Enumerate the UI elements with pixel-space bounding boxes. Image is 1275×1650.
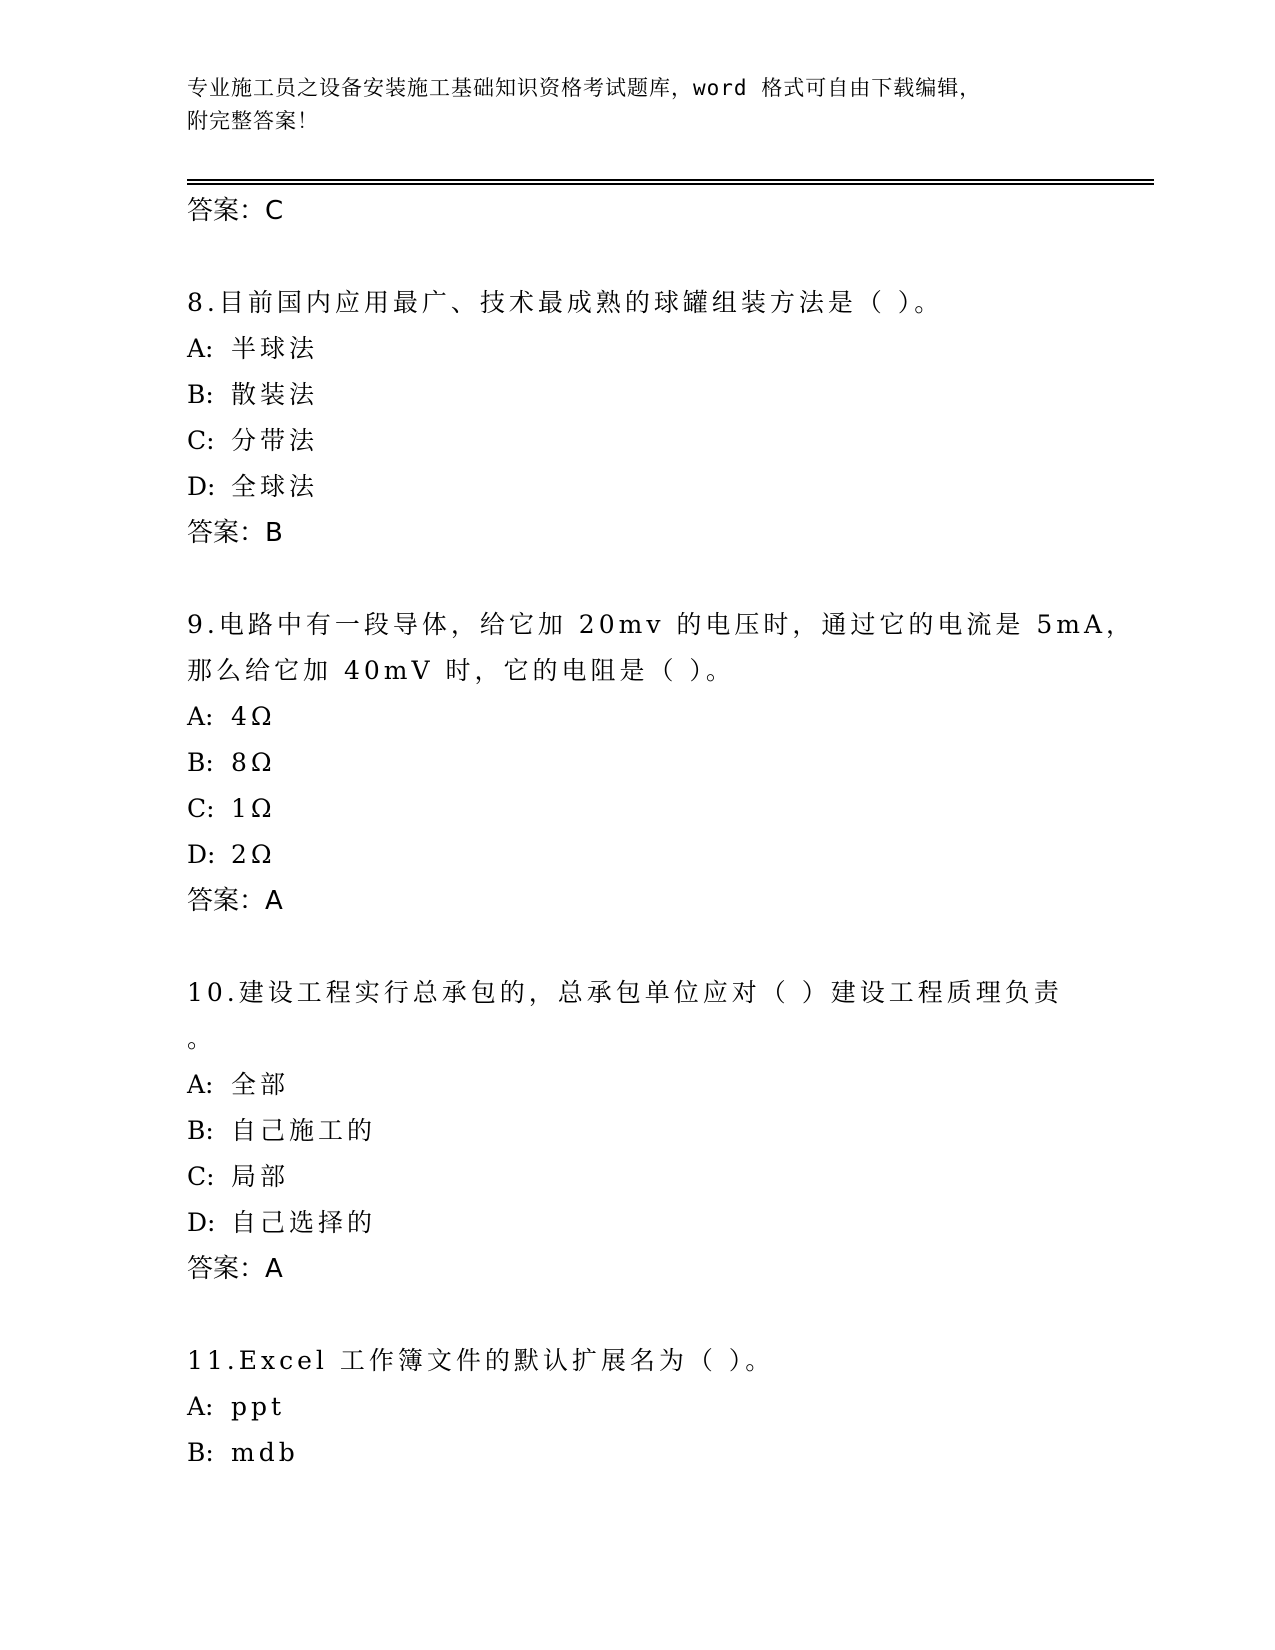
spacer [187,1292,1154,1338]
question-stem: 10.建设工程实行总承包的，总承包单位应对（ ）建设工程质理负责 [187,978,1063,1007]
option-a [187,694,1154,740]
option-text: 全球法 [231,472,319,501]
option-d [187,832,1154,878]
option-text: 半球法 [231,334,319,363]
option-b [187,372,1154,418]
question-stem: 8.目前国内应用最广、技术最成熟的球罐组装方法是（ ）。 [187,288,944,317]
option-letter: C: [187,1162,215,1191]
option-text: 自己施工的 [231,1116,377,1145]
option-c [187,786,1154,832]
answer-line: 答案：C [187,196,284,226]
question-list [187,188,1154,1476]
answer-line: 答案：B [187,518,283,548]
option-text: 分带法 [231,426,319,455]
option-b [187,1430,1154,1476]
option-text: mdb [231,1438,299,1467]
question-stem: 11.Excel 工作簿文件的默认扩展名为（ ）。 [187,1346,775,1375]
option-a [187,326,1154,372]
option-d [187,1200,1154,1246]
option-letter: A: [187,702,214,731]
header-line-2: 附完整答案！ [187,109,319,133]
spacer [187,234,1154,280]
question-stem-continued: 。 [187,1024,217,1053]
option-c [187,418,1154,464]
option-letter: D: [187,472,216,501]
option-text: 1Ω [231,794,276,823]
option-a [187,1384,1154,1430]
option-letter: A: [187,1070,214,1099]
option-letter: B: [187,748,214,777]
option-letter: A: [187,1392,214,1421]
option-d [187,464,1154,510]
option-text: 4Ω [231,702,276,731]
option-letter: D: [187,840,216,869]
option-text: 全部 [231,1070,290,1099]
option-b [187,1108,1154,1154]
option-text: 散装法 [231,380,319,409]
answer-line: 答案：A [187,1254,283,1284]
option-letter: B: [187,380,214,409]
option-letter: A: [187,334,214,363]
header-rule-top [187,179,1154,181]
option-text: 8Ω [231,748,276,777]
option-letter: C: [187,794,215,823]
document-header [187,72,1107,138]
option-b [187,740,1154,786]
option-a [187,1062,1154,1108]
question-stem-continued: 那么给它加 40mV 时，它的电阻是（ ）。 [187,656,735,685]
option-letter: B: [187,1438,214,1467]
option-text: 自己选择的 [231,1208,377,1237]
option-text: 局部 [231,1162,290,1191]
spacer [187,556,1154,602]
answer-line: 答案：A [187,886,283,916]
spacer [187,924,1154,970]
option-text: 2Ω [231,840,276,869]
option-letter: D: [187,1208,216,1237]
option-text: ppt [231,1392,286,1421]
question-stem: 9.电路中有一段导体，给它加 20mv 的电压时，通过它的电流是 5mA， [187,610,1136,639]
header-line-1: 专业施工员之设备安装施工基础知识资格考试题库，word 格式可自由下载编辑， [187,76,982,100]
option-letter: C: [187,426,215,455]
option-letter: B: [187,1116,214,1145]
option-c [187,1154,1154,1200]
header-rule-bottom [187,183,1154,185]
